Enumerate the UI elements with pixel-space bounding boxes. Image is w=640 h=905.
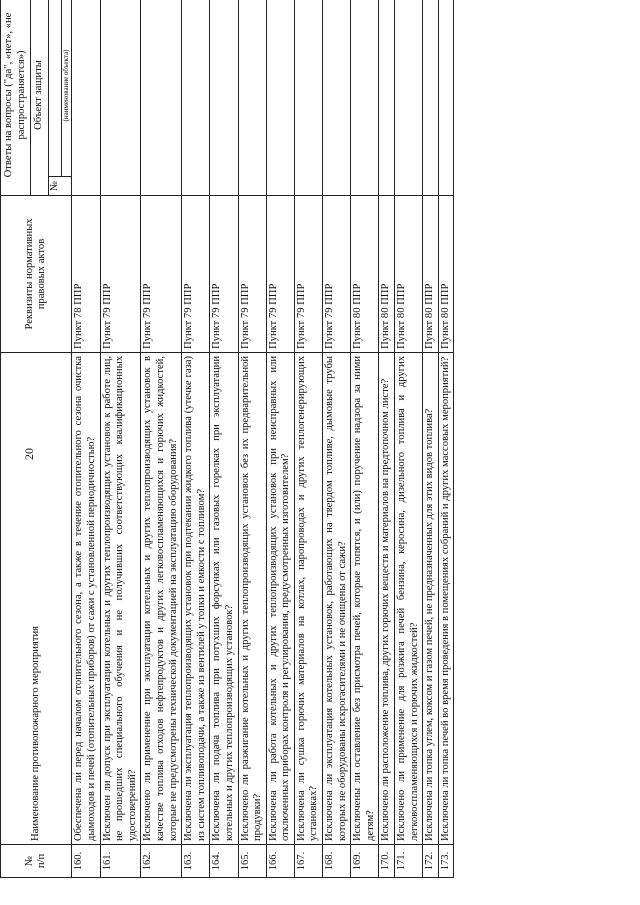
answer-cell[interactable]	[238, 0, 266, 196]
answer-cell[interactable]	[72, 0, 100, 196]
answer-cell[interactable]	[294, 0, 322, 196]
table-row	[141, 0, 182, 878]
table-row	[182, 0, 210, 878]
table-row	[72, 0, 100, 878]
row-requisite: Пункт 79 ППР	[210, 196, 238, 353]
row-text: Обеспечена ли перед началом отопительного сезона, а также в течение отопительного сезона очистка дымоходов и печей (отопительных приборов) от сажи с установленной периодичностью?	[72, 353, 100, 845]
row-num: 172.	[423, 845, 439, 878]
table-row	[100, 0, 141, 878]
row-requisite: Пункт 79 ППР	[323, 196, 351, 353]
row-num: 167.	[294, 845, 322, 878]
row-requisite: Пункт 80 ППР	[379, 196, 395, 353]
table-row	[238, 0, 266, 878]
table-row	[395, 0, 423, 878]
row-num: 168.	[323, 845, 351, 878]
row-num: 171.	[395, 845, 423, 878]
row-text: Исключена ли эксплуатация котельных установок, работающих на твердом топливе, дымовые трубы которых не оборудованы искрогасителями и не очищены от сажи?	[323, 353, 351, 845]
table-row	[294, 0, 322, 878]
table-row	[438, 0, 454, 878]
answer-cell[interactable]	[141, 0, 182, 196]
answer-cell[interactable]	[395, 0, 423, 196]
row-text: Исключена ли топка печей во время проведения в помещениях собраний и других массовых мероприятий?	[438, 353, 454, 845]
table-row	[423, 0, 439, 878]
answer-cell[interactable]	[438, 0, 454, 196]
row-text: Исключено ли применение для розжига печей бензина, керосина, дизельного топлива и других легковоспламеняющихся и горючих жидкостей?	[395, 353, 423, 845]
object-protection-title: Объект защиты	[31, 0, 49, 195]
table-row	[323, 0, 351, 878]
answer-cell[interactable]	[423, 0, 439, 196]
row-num: 170.	[379, 845, 395, 878]
checklist-sheet	[0, 12, 500, 878]
answer-cell[interactable]	[351, 0, 379, 196]
row-requisite: Пункт 80 ППР	[423, 196, 439, 353]
answer-cell[interactable]	[210, 0, 238, 196]
object-name-cell	[49, 0, 72, 176]
table-header-row	[1, 0, 72, 878]
header-name: Наименование противопожарного мероприятия	[1, 353, 72, 845]
row-text: Исключена ли топка углем, коксом и газом печей, не предназначенных для этих видов топлива?	[423, 353, 439, 845]
row-requisite: Пункт 79 ППР	[238, 196, 266, 353]
row-text: Исключено ли разжигание котельных и других теплопроизводящих установок без их предварительной продувки?	[238, 353, 266, 845]
row-text: Исключена ли эксплуатация теплопроизводящих установок при подтекании жидкого топлива (утечке газа) из систем топливоподачи, а также из вентилей у топки и емкости с топливом?	[182, 353, 210, 845]
answer-cell[interactable]	[182, 0, 210, 196]
table-row	[266, 0, 294, 878]
object-hint: (наименование объекта)	[61, 0, 71, 176]
row-num: 163.	[182, 845, 210, 878]
page-number: 20	[22, 448, 36, 460]
row-num: 165.	[238, 845, 266, 878]
row-text: Исключен ли допуск при эксплуатации котельных и других теплопроизводящих установок к работе лиц, не прошедших специального обучения и не получивших соответствующих квалификационных удостоверений?	[100, 353, 141, 845]
table-row	[210, 0, 238, 878]
row-requisite: Пункт 79 ППР	[141, 196, 182, 353]
row-requisite: Пункт 79 ППР	[266, 196, 294, 353]
object-subheader	[49, 0, 72, 195]
object-num-label: №	[49, 176, 72, 195]
row-requisite: Пункт 80 ППР	[438, 196, 454, 353]
row-num: 166.	[266, 845, 294, 878]
row-num: 160.	[72, 845, 100, 878]
answer-cell[interactable]	[100, 0, 141, 196]
row-num: 161.	[100, 845, 141, 878]
row-requisite: Пункт 78 ППР	[72, 196, 100, 353]
header-answers	[1, 0, 72, 196]
row-text: Исключена ли работа котельных и других теплопроизводящих установок при неисправных или отключенных приборах контроля и регулирования, предусмотренных изготовителем?	[266, 353, 294, 845]
table-row	[351, 0, 379, 878]
row-requisite: Пункт 79 ППР	[294, 196, 322, 353]
row-text: Исключены ли оставление без присмотра печей, которые топятся, и (или) поручение надзора за ними детям?	[351, 353, 379, 845]
row-requisite: Пункт 80 ППР	[395, 196, 423, 353]
row-num: 173.	[438, 845, 454, 878]
row-text: Исключена ли сушка горючих материалов на котлах, паропроводах и других теплогенерирующих установках?	[294, 353, 322, 845]
row-num: 164.	[210, 845, 238, 878]
answer-cell[interactable]	[266, 0, 294, 196]
answer-cell[interactable]	[323, 0, 351, 196]
row-text: Исключено ли расположение топлива, других горючих веществ и материалов на предтопочном листе?	[379, 353, 395, 845]
answer-cell[interactable]	[379, 0, 395, 196]
row-text: Исключена ли подача топлива при потухших форсунках или газовых горелках при эксплуатации котельных и других теплопроизводящих установок?	[210, 353, 238, 845]
row-num: 162.	[141, 845, 182, 878]
row-requisite: Пункт 79 ППР	[100, 196, 141, 353]
header-num: № п/п	[1, 845, 72, 878]
row-text: Исключено ли применение при эксплуатации котельных и других теплопроизводящих установок в качестве топлива отходов нефтепродуктов и других легковоспламеняющихся и горючих жидкостей, которые не предусмотрены технической документацией на эксплуатацию оборудования?	[141, 353, 182, 845]
table-row	[379, 0, 395, 878]
header-requisites: Реквизиты нормативных правовых актов	[1, 196, 72, 353]
row-requisite: Пункт 79 ППР	[182, 196, 210, 353]
answers-title: Ответы на вопросы ("да", «нет», «не распространяется»)	[1, 0, 31, 195]
row-num: 169.	[351, 845, 379, 878]
row-requisite: Пункт 80 ППР	[351, 196, 379, 353]
